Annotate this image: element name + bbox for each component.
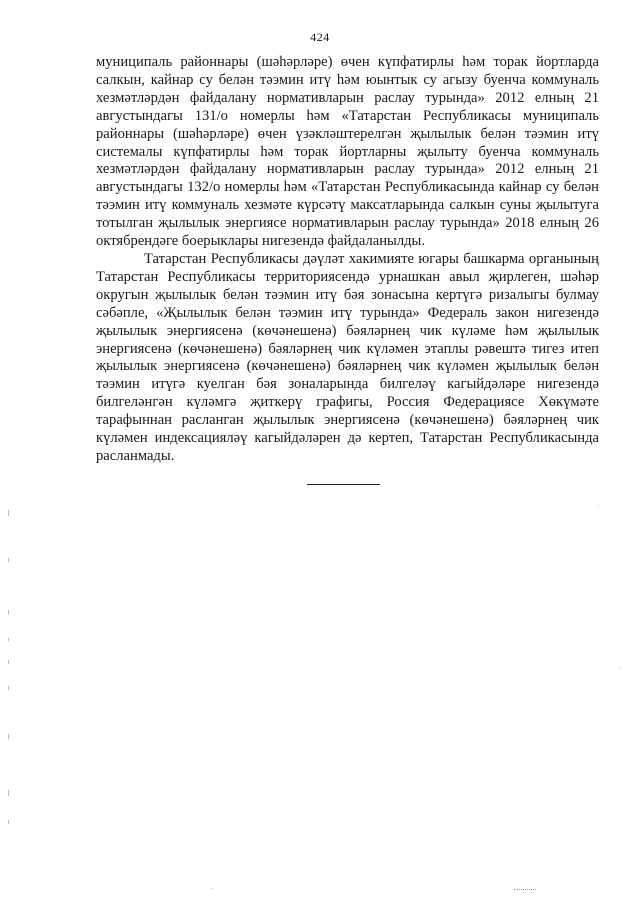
scan-corner-mark xyxy=(514,889,536,890)
scan-speck xyxy=(598,505,599,506)
document-body xyxy=(96,54,599,466)
paragraph-continuation: муниципаль районнары (шәһәрләре) өчен күпфатирлы һәм торак йортларда салкын, кайнар су белән тәэмин итү һәм юынтык су агызу буенча коммуналь хезмәтләрдән файдалану нормативларын раслау турында» 2012 елның 21 августындагы 131/о номерлы һәм «Татарстан Республикасы муниципаль районнары (шәһәрләре) өчен үзәкләштерелгән җылылык белән тәэмин итү системалы күпфатирлы һәм торак йортларны җылыту буенча коммуналь хезмәтләрдән файдалану нормативларын раслау турында» 2012 елның 21 августындагы 132/о номерлы һәм «Татарстан Республикасында кайнар су белән тәэмин итү коммуналь хезмәте күрсәтү максатларында салкын суны җылытуга тотылган җылылык энергиясе нормативларын раслау турында» 2018 елның 26 октябрендәге боерыклары нигезендә файдаланылды. xyxy=(96,54,599,250)
scan-edge-marks xyxy=(8,490,12,840)
page-number: 424 xyxy=(310,30,330,44)
paragraph-tariff-note: Татарстан Республикасы дәүләт хакимияте югары башкарма органының Татарстан Республикасы территориясендә урнашкан авыл җирлеген, шәһәр округын җылылык белән тәэмин итү бәя зонасына кертүгә ризалыгы булмау сәбәпле, «Җылылык белән тәэмин итү турында» Федераль закон нигезендә җылылык энергиясенә (көчәнешенә) бәяләрнең чик күләме һәм җылылык энергиясенә (көчәнешенә) бәяләрнең чик күләмен этаплы рәвештә тигез итеп җылылык энергиясенә (көчәнешенә) бәяләрнең чик күләмен җылылык белән тәэмин итүгә куелган бәя зоналарында билгеләү кагыйдәләре нигезендә билгеләнгән күләмгә җиткерү графигы, Россия Федерациясе Хөкүмәте тарафыннан расланган җылылык энергиясенә (көчәнешенә) бәяләрнең чик күләмен индексацияләү кагыйдәләрен дә кертеп, Татарстан Республикасында расланмады. xyxy=(96,250,599,464)
scan-speck xyxy=(212,888,213,889)
end-of-text-divider xyxy=(307,484,380,485)
scan-speck xyxy=(620,668,621,669)
